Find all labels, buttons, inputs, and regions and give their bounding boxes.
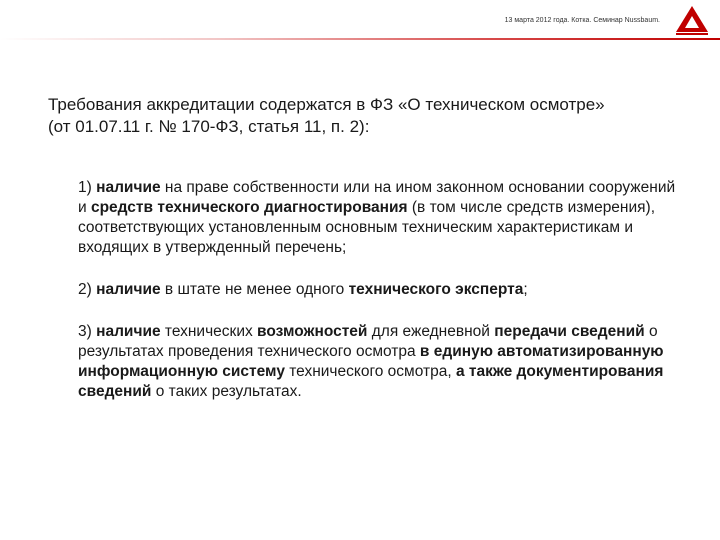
intro-line-2: (от 01.07.11 г. № 170-ФЗ, статья 11, п. 2): <box>48 117 370 136</box>
requirement-item <box>78 322 678 402</box>
requirement-bold-text: наличие <box>96 281 161 298</box>
requirement-text: 2) <box>78 281 97 298</box>
intro-line-1: Требования аккредитации содержатся в ФЗ «О техническом осмотре» <box>48 95 605 114</box>
requirement-text: на праве собственности или на ином законном основании сооружений и <box>78 179 676 216</box>
requirement-text: для ежедневной <box>367 323 495 340</box>
requirement-text: 3) <box>78 323 97 340</box>
requirement-bold-text: передачи сведений <box>494 323 645 340</box>
requirement-bold-text: технического эксперта <box>348 281 524 298</box>
requirement-bold-text: средств технического диагностирования <box>90 199 408 216</box>
requirement-text: (в том числе средств измерения), соответствующих установленным основным техническим характеристикам и входящих в утвержденный перечень; <box>78 199 656 256</box>
requirement-item <box>78 280 678 300</box>
requirement-bold-text: наличие <box>96 323 161 340</box>
requirement-bold-text: возможностей <box>257 323 368 340</box>
requirement-bold-text: в единую автоматизированную информационную систему <box>78 343 664 380</box>
requirement-text: в штате не менее одного <box>160 281 349 298</box>
red-triangle-logo-icon <box>672 4 712 36</box>
header-caption: 13 марта 2012 года. Котка. Семинар Nussbaum. <box>504 17 660 24</box>
header-divider <box>0 38 720 40</box>
intro-paragraph <box>48 94 688 138</box>
requirement-item <box>78 178 678 258</box>
requirement-bold-text: наличие <box>96 179 161 196</box>
requirement-text: 1) <box>78 179 97 196</box>
requirement-text: о таких результатах. <box>151 383 302 400</box>
slide-header <box>0 0 720 40</box>
requirement-text: ; <box>523 281 528 298</box>
requirement-text: технических <box>160 323 258 340</box>
requirements-list <box>78 178 678 402</box>
requirement-text: о результатах проведения технического осмотра <box>78 323 658 360</box>
requirement-bold-text: а также документирования сведений <box>78 363 664 400</box>
requirement-text: технического осмотра, <box>284 363 456 380</box>
